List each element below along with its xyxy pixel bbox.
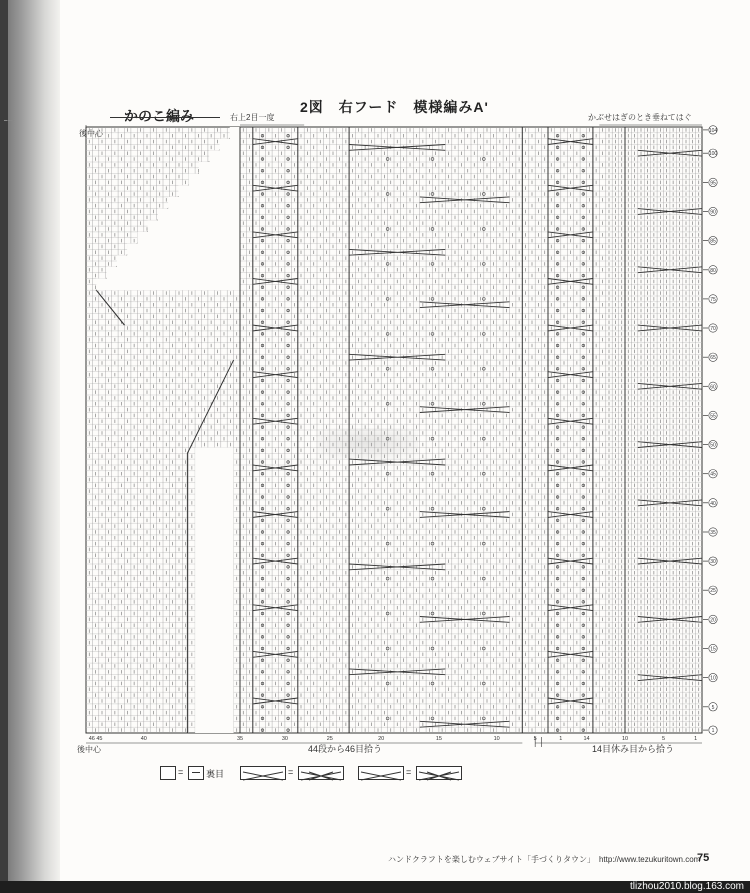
row-number-75: 75 <box>710 296 716 303</box>
cable-cross-left <box>253 232 298 238</box>
cable-cross-center-a <box>349 459 445 465</box>
cable-cross-center-a <box>349 145 445 151</box>
row-number-95: 95 <box>710 180 716 187</box>
row-number-35: 35 <box>710 530 716 536</box>
row-number-70: 70 <box>710 326 716 332</box>
cable-cross-right <box>548 325 593 331</box>
row-number-15: 15 <box>710 646 716 653</box>
col-number-6: 15 <box>435 736 442 742</box>
legend-cable-a-left <box>240 766 286 780</box>
legend-cable-a-left-glyph <box>241 770 285 782</box>
cable-cross-left <box>253 185 298 191</box>
cable-cross-center-a <box>349 564 445 570</box>
footer-text: ハンドクラフトを楽しむウェブサイト「手づくりタウン」 http://www.tezukuritown.com <box>388 855 701 864</box>
cable-cross-left <box>253 698 298 704</box>
cable-cross-center-a <box>349 354 445 360</box>
back-center-bottom-label: 後中心 <box>77 745 101 754</box>
legend-blank-square <box>160 766 176 780</box>
col-number-2: 35 <box>236 736 244 742</box>
row-number-40: 40 <box>710 500 716 507</box>
col-number-1: 40 <box>140 736 147 742</box>
row-number-100: 100 <box>708 151 718 158</box>
col-number-9: 1 <box>559 736 563 742</box>
legend-cable-b-right-glyph <box>417 770 461 782</box>
row-number-60: 60 <box>710 384 716 391</box>
cable-cross-right <box>548 465 593 471</box>
col-number-8: 5 <box>533 736 537 742</box>
cable-cross-right <box>548 512 593 518</box>
cable-cross-left <box>253 279 298 285</box>
row-number-1: 1 <box>711 728 715 735</box>
col-number-3: 30 <box>281 736 288 742</box>
legend-purl-label: 裏目 <box>206 769 225 779</box>
row-number-104: 104 <box>708 127 718 134</box>
col-number-4: 25 <box>326 736 333 742</box>
cable-cross-right <box>548 558 593 564</box>
cable-cross-right <box>548 418 593 424</box>
row-number-55: 55 <box>710 413 716 420</box>
row-number-5: 5 <box>711 704 715 711</box>
chart-title: 2図 右フード 模様編みA' <box>300 99 489 115</box>
pickup-right-label: 14目休み目から拾う <box>592 744 675 754</box>
right-cross-note: 右上2目一度 <box>230 113 275 122</box>
col-number-13: 1 <box>694 736 698 742</box>
legend-eq-cable-a: = <box>288 767 294 777</box>
scan-smudge <box>318 428 418 458</box>
col-number-7: 10 <box>493 736 500 742</box>
cable-cross-left <box>253 325 298 331</box>
legend-eq-cable-b: = <box>406 767 412 777</box>
cable-cross-right <box>548 185 593 191</box>
row-number-50: 50 <box>710 442 716 449</box>
cable-cross-left <box>253 418 298 424</box>
cable-cross-right <box>548 698 593 704</box>
cable-cross-left <box>253 139 298 145</box>
legend-purl-dash <box>192 772 200 773</box>
cable-cross-left <box>253 372 298 378</box>
col-number-11: 10 <box>621 736 629 742</box>
col-number-10: 14 <box>583 736 590 742</box>
row-number-90: 90 <box>710 209 716 216</box>
row-number-85: 85 <box>710 238 716 245</box>
bottom-bar <box>0 881 750 893</box>
legend-eq-blank: = <box>178 767 184 777</box>
cable-cross-right <box>548 605 593 611</box>
row-number-10: 10 <box>710 675 716 682</box>
cable-cross-right <box>548 139 593 145</box>
cable-cross-left <box>253 558 298 564</box>
row-number-20: 20 <box>710 617 716 624</box>
col-number-0: 46 45 <box>88 736 103 742</box>
legend-purl-square <box>188 766 204 780</box>
row-number-80: 80 <box>710 267 716 274</box>
row-number-65: 65 <box>710 355 716 362</box>
cable-cross-left <box>253 605 298 611</box>
pickup-left-label: 44段から46目拾う <box>308 744 383 754</box>
legend-cable-b-left-glyph <box>359 770 403 782</box>
page-number: 75 <box>697 852 710 864</box>
cable-cross-left <box>253 651 298 657</box>
row-number-30: 30 <box>710 559 716 566</box>
cable-cross-right <box>548 279 593 285</box>
kabuse-note: かぶせはぎのとき垂ねてはぐ <box>588 113 692 122</box>
row-number-25: 25 <box>710 588 716 595</box>
legend-cable-a-right <box>298 766 344 780</box>
col-number-5: 20 <box>378 736 385 742</box>
legend-cable-b-right <box>416 766 462 780</box>
kanoko-label: かのこ編み <box>124 108 194 124</box>
shaping-gap-lower <box>195 447 234 733</box>
legend-cable-a-right-glyph <box>299 770 343 782</box>
back-center-top-label: 後中心 <box>79 129 103 138</box>
cable-cross-center-a <box>349 669 445 675</box>
cable-cross-left <box>253 465 298 471</box>
cable-cross-right <box>548 232 593 238</box>
col-number-12: 5 <box>661 736 666 742</box>
cable-cross-right <box>548 651 593 657</box>
row-number-45: 45 <box>710 471 716 478</box>
cable-cross-left <box>253 512 298 518</box>
cable-cross-right <box>548 372 593 378</box>
watermark: tlizhou2010.blog.163.com <box>630 881 744 892</box>
cable-cross-center-a <box>349 249 445 255</box>
legend-cable-b-left <box>358 766 404 780</box>
